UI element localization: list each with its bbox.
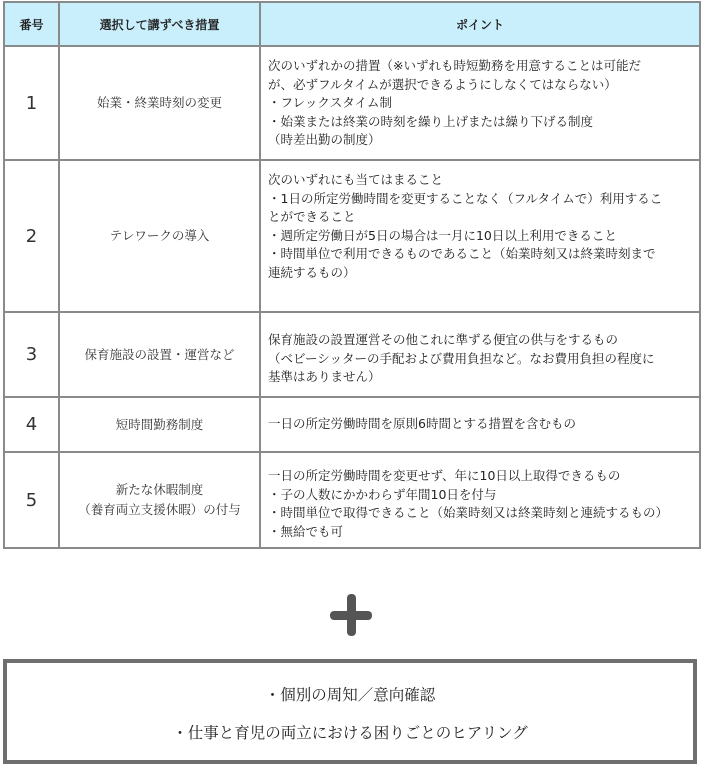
point-line: 保育施設の設置運営その他これに準ずる便宜の供与をするもの (268, 332, 619, 347)
point-line: ・始業または終業の時刻を繰り上げまたは繰り下げる制度 (268, 113, 594, 129)
point-line: 基準はありません） (268, 369, 381, 384)
point-line: 一日の所定労働時間を原則6時間とする措置を含むもの (268, 416, 576, 432)
header-number: 番号 (4, 2, 59, 46)
plus-icon (330, 594, 372, 636)
measure-text: 短時間勤務制度 (115, 416, 204, 432)
table-row (4, 160, 700, 312)
row-measure (59, 452, 260, 548)
plus-icon-vertical-bar (347, 594, 356, 636)
row-number: 1 (4, 46, 59, 160)
measure-text: 始業・終業時刻の変更 (96, 95, 222, 110)
point-line: 一日の所定労働時間を変更せず、年に10日以上取得できるもの (268, 468, 621, 483)
row-number: 3 (4, 312, 59, 397)
table-row (4, 46, 700, 160)
additional-requirements-box (3, 659, 697, 764)
point-line: ・時間単位で取得できること（始業時刻又は終業時刻と連続するもの） (268, 505, 669, 520)
requirement-item: ・個別の周知／意向確認 (264, 686, 436, 704)
header-point: ポイント (260, 2, 700, 46)
row-measure (59, 397, 260, 452)
row-number: 4 (4, 397, 59, 452)
header-measure: 選択して講ずべき措置 (59, 2, 260, 46)
point-line: 連続するもの） (268, 264, 356, 280)
measure-text: テレワークの導入 (109, 228, 210, 243)
row-measure (59, 46, 260, 160)
row-point (260, 312, 700, 397)
row-number: 2 (4, 160, 59, 312)
row-point (260, 160, 700, 312)
row-point (260, 397, 700, 452)
measure-text: （養育両立支援休暇）の付与 (78, 502, 241, 517)
table-row (4, 312, 700, 397)
table-header-row (4, 2, 700, 46)
row-measure (59, 312, 260, 397)
row-measure (59, 160, 260, 312)
row-number: 5 (4, 452, 59, 548)
point-line: ・無給でも可 (268, 523, 344, 539)
point-line: （ベビーシッターの手配および費用負担など。なお費用負担の程度に (268, 350, 655, 366)
point-line: （時差出勤の制度） (268, 132, 381, 147)
point-line: 次のいずれかの措置（※いずれも時短勤務を用意することは可能だ (268, 58, 641, 73)
point-line: とができること (268, 209, 356, 224)
measure-text: 保育施設の設置・運営など (84, 346, 235, 362)
measure-text: 新たな休暇制度 (115, 482, 204, 497)
row-point (260, 46, 700, 160)
point-line: ・時間単位で利用できるものであること（始業時刻又は終業時刻まで (268, 246, 656, 261)
row-point (260, 452, 700, 548)
table-row (4, 397, 700, 452)
point-line: ・フレックスタイム制 (268, 95, 393, 110)
table-row (4, 452, 700, 548)
point-line: ・子の人数にかかわらず年間10日を付与 (268, 486, 497, 502)
point-line: ・1日の所定労働時間を変更することなく（フルタイムで）利用するこ (268, 190, 663, 206)
measures-table (3, 1, 701, 549)
point-line: ・週所定労働日が5日の場合は一月に10日以上利用できること (268, 227, 617, 243)
point-line: 次のいずれにも当てはまること (268, 172, 444, 187)
point-line: が、必ずフルタイムが選択できるようにしなくてはならない） (268, 76, 617, 92)
requirement-item: ・仕事と育児の両立における困りごとのヒアリング (172, 724, 528, 742)
